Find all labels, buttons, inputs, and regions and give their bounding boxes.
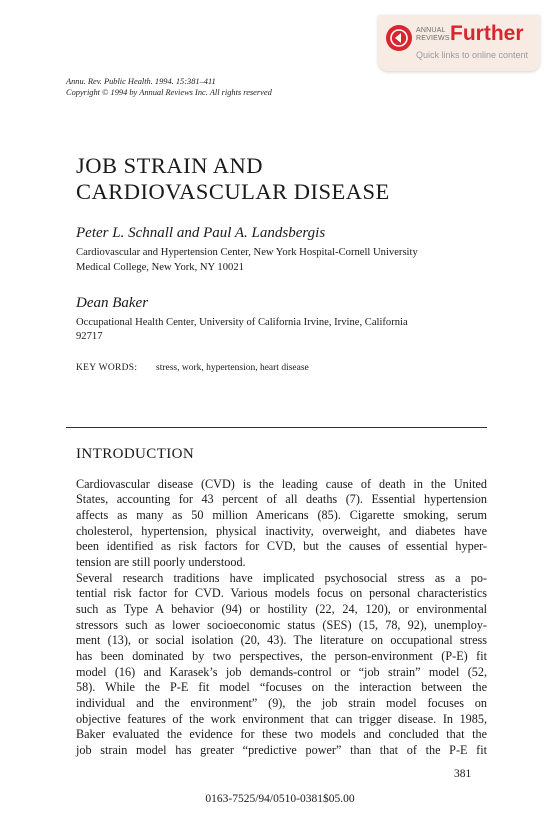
badge-further-text: Further xyxy=(450,22,524,45)
annual-reviews-logo-icon xyxy=(386,25,412,51)
body-line: been identified as risk factors for CVD, but the causes of essential hyper- xyxy=(76,539,487,553)
affiliation-1-line-2: Medical College, New York, NY 10021 xyxy=(76,262,244,273)
page-number: 381 xyxy=(454,768,472,780)
badge-reviews-text: REVIEWS xyxy=(416,35,450,42)
article-title-line-1: JOB STRAIN AND xyxy=(76,153,264,178)
further-badge[interactable] xyxy=(378,15,540,71)
affiliation-2-line-2: 92717 xyxy=(76,331,103,342)
article-title-line-2: CARDIOVASCULAR DISEASE xyxy=(76,179,390,204)
body-line: has been dominated by two perspectives, the person-environment (P-E) fit xyxy=(76,649,487,663)
body-line: stressors such as lower socioeconomic status (SES) (15, 78, 92), unemploy- xyxy=(76,618,487,632)
body-line: Several research traditions have implicated psychosocial stress as a po- xyxy=(76,571,487,585)
body-line: tential risk factor for CVD. Various models focus on personal characteristics xyxy=(76,586,487,600)
body-line: job strain model has greater “predictive power” than that of the P-E fit xyxy=(76,743,487,757)
badge-subtitle: Quick links to online content xyxy=(416,50,529,60)
keywords-values: stress, work, hypertension, heart disease xyxy=(156,363,309,373)
body-line: Baker evaluated the evidence for these two models and concluded that the xyxy=(76,727,487,741)
section-divider xyxy=(66,427,487,428)
body-line: 58). While the P-E fit model “focuses on the interaction between the xyxy=(76,680,487,694)
author-names-2: Dean Baker xyxy=(76,295,149,311)
section-heading: INTRODUCTION xyxy=(76,446,195,462)
body-line: such as Type A behavior (94) or hostility (22, 24, 120), or environmental xyxy=(76,602,487,616)
body-line: model (16) and Karasek’s job demands-control or “job strain” model (52, xyxy=(76,665,487,679)
body-line: objective features of the work environment that can trigger disease. In 1985, xyxy=(76,712,487,726)
body-line: States, accounting for 43 percent of all deaths (7). Essential hypertension xyxy=(76,492,487,506)
body-line: Cardiovascular disease (CVD) is the leading cause of death in the United xyxy=(76,477,487,491)
author-names-1: Peter L. Schnall and Paul A. Landsbergis xyxy=(76,225,326,241)
badge-annual-text: ANNUAL xyxy=(416,27,446,34)
body-line: individual and the environment” (9), the job strain model focuses on xyxy=(76,696,487,710)
body-line: tension are still poorly understood. xyxy=(76,555,246,569)
affiliation-1-line-1: Cardiovascular and Hypertension Center, New York Hospital-Cornell University xyxy=(76,247,418,258)
affiliation-2-line-1: Occupational Health Center, University of California Irvine, Irvine, California xyxy=(76,317,408,328)
keywords-label: KEY WORDS: xyxy=(76,363,138,373)
body-line: affects as many as 50 million Americans (85). Cigarette smoking, serum xyxy=(76,508,487,522)
body-line: cholesterol, hypertension, physical inactivity, overweight, and diabetes have xyxy=(76,524,487,538)
body-line: ment (13), or social isolation (20, 43). The literature on occupational stress xyxy=(76,633,487,647)
citation-line-2: Copyright © 1994 by Annual Reviews Inc. All rights reserved xyxy=(66,88,272,97)
footer-code: 0163-7525/94/0510-0381$05.00 xyxy=(205,793,355,805)
citation-line-1: Annu. Rev. Public Health. 1994. 15:381–411 xyxy=(66,77,216,86)
